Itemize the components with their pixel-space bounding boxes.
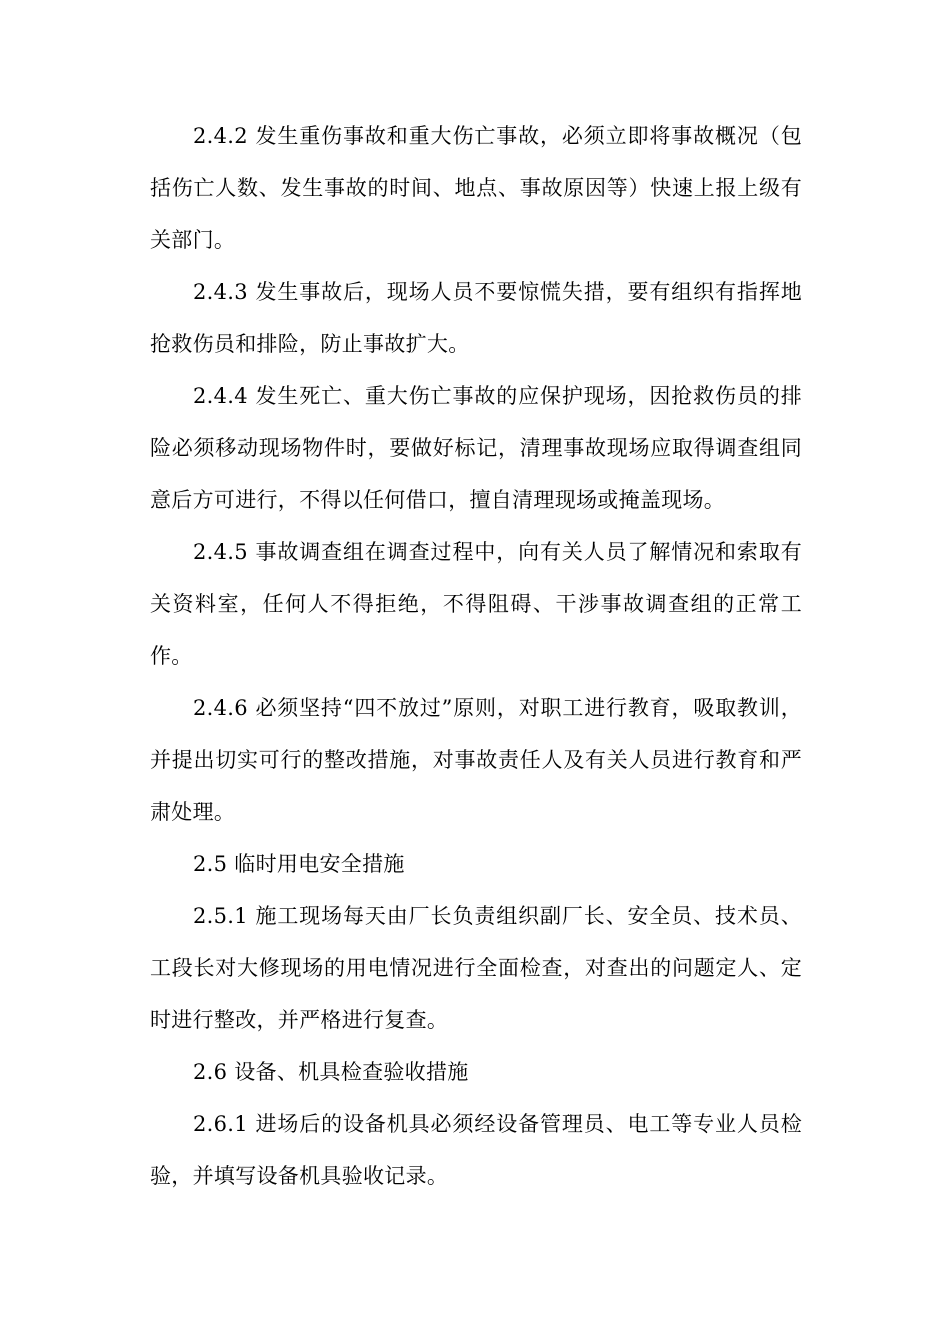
paragraph-2-4-5: 2.4.5 事故调查组在调查过程中，向有关人员了解情况和索取有关资料室，任何人不得拒绝，不得阻碍、干涉事故调查组的正常工作。: [150, 540, 802, 668]
paragraph-2-5-1: 2.5.1 施工现场每天由厂长负责组织副厂长、安全员、技术员、工段长对大修现场的用电情况进行全面检查，对查出的问题定人、定时进行整改，并严格进行复查。: [150, 904, 802, 1032]
section-heading-2-5: 2.5 临时用电安全措施: [193, 852, 405, 876]
paragraph-2-4-6: 2.4.6 必须坚持“四不放过”原则，对职工进行教育，吸取教训，并提出切实可行的整改措施，对事故责任人及有关人员进行教育和严肃处理。: [150, 696, 802, 824]
paragraph-2-4-4: 2.4.4 发生死亡、重大伤亡事故的应保护现场，因抢救伤员的排险必须移动现场物件时，要做好标记，清理事故现场应取得调查组同意后方可进行，不得以任何借口，擅自清理现场或掩盖现场。: [150, 384, 802, 512]
paragraph-2-4-2: 2.4.2 发生重伤事故和重大伤亡事故，必须立即将事故概况（包括伤亡人数、发生事故的时间、地点、事故原因等）快速上报上级有关部门。: [150, 124, 802, 252]
paragraph-2-4-3: 2.4.3 发生事故后，现场人员不要惊慌失措，要有组织有指挥地抢救伤员和排险，防止事故扩大。: [150, 280, 802, 356]
paragraph-2-6-1: 2.6.1 进场后的设备机具必须经设备管理员、电工等专业人员检验，并填写设备机具验收记录。: [150, 1112, 802, 1188]
section-heading-2-6: 2.6 设备、机具检查验收措施: [193, 1060, 469, 1084]
document-body: [150, 110, 802, 1202]
